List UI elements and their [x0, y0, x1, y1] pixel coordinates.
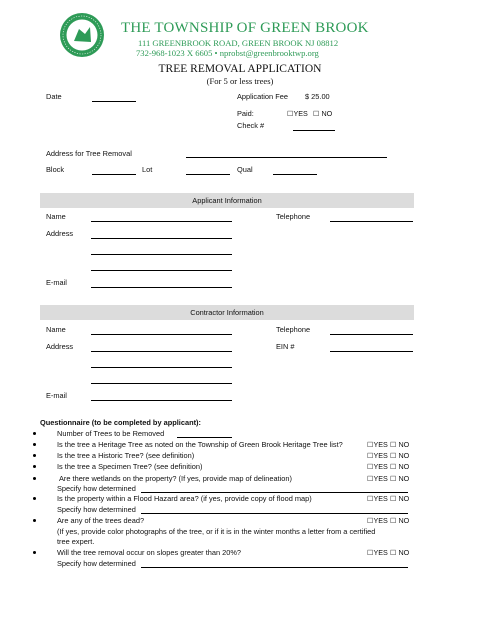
township-name: THE TOWNSHIP OF GREEN BROOK [121, 20, 369, 36]
contractor-ein-label: EIN # [276, 342, 295, 351]
contractor-address-line-2[interactable] [91, 367, 232, 368]
q5-specify-field[interactable] [141, 492, 408, 493]
q7-no-checkbox[interactable]: ☐ NO [390, 516, 410, 525]
contractor-address-label: Address [46, 342, 74, 351]
q2-no-checkbox[interactable]: ☐ NO [390, 440, 410, 449]
contractor-telephone-field[interactable] [330, 334, 413, 335]
township-seal-logo [59, 12, 105, 58]
lot-field[interactable] [186, 174, 230, 175]
bullet-icon [33, 497, 36, 500]
removal-address-field[interactable] [186, 157, 387, 158]
lot-label: Lot [142, 165, 153, 174]
q4-yes-checkbox[interactable]: ☐YES [367, 462, 388, 471]
q7-note-line-2: tree expert. [57, 537, 95, 546]
q3-yes-checkbox[interactable]: ☐YES [367, 451, 388, 460]
applicant-telephone-field[interactable] [330, 221, 413, 222]
township-contact: 732-968-1023 X 6605 • nprobst@greenbrooktwp.org [136, 48, 319, 58]
q3-no-checkbox[interactable]: ☐ NO [390, 451, 410, 460]
q5-text: Are there wetlands on the property? (If yes, provide map of delineation) [59, 474, 292, 483]
q5-no-checkbox[interactable]: ☐ NO [390, 474, 410, 483]
q8-specify-label: Specify how determined [57, 559, 136, 568]
applicant-section-header [40, 193, 414, 208]
q1-text: Number of Trees to be Removed [57, 429, 165, 438]
q7-text: Are any of the trees dead? [57, 516, 145, 525]
paid-label: Paid: [237, 109, 254, 118]
q8-text: Will the tree removal occur on slopes greater than 20%? [57, 548, 242, 557]
township-address: 111 GREENBROOK ROAD, GREEN BROOK NJ 08812 [138, 38, 339, 48]
contractor-address-line-3[interactable] [91, 383, 232, 384]
block-label: Block [46, 165, 65, 174]
bullet-icon [33, 477, 36, 480]
q8-no-checkbox[interactable]: ☐ NO [390, 548, 410, 557]
q4-text: Is the tree a Specimen Tree? (see definition) [57, 462, 203, 471]
qual-label: Qual [237, 165, 253, 174]
block-field[interactable] [92, 174, 136, 175]
check-number-field[interactable] [293, 130, 335, 131]
applicant-telephone-label: Telephone [276, 212, 311, 221]
bullet-icon [33, 465, 36, 468]
contractor-ein-field[interactable] [330, 351, 413, 352]
q5-specify-label: Specify how determined [57, 484, 136, 493]
applicant-name-field[interactable] [91, 221, 232, 222]
q1-tree-count-field[interactable] [177, 437, 232, 438]
paid-yes-checkbox[interactable]: ☐YES [287, 109, 308, 118]
application-fee-label: Application Fee [237, 92, 288, 101]
applicant-section-title: Applicant Information [192, 196, 262, 205]
applicant-email-field[interactable] [91, 287, 232, 288]
applicant-email-label: E-mail [46, 278, 67, 287]
date-label: Date [46, 92, 62, 101]
bullet-icon [33, 454, 36, 457]
seal-icon [59, 12, 105, 58]
qual-field[interactable] [273, 174, 317, 175]
application-fee-value: $ 25.00 [305, 92, 330, 101]
form-subtitle: (For 5 or less trees) [206, 76, 274, 86]
check-number-label: Check # [237, 121, 265, 130]
q4-no-checkbox[interactable]: ☐ NO [390, 462, 410, 471]
applicant-name-label: Name [46, 212, 66, 221]
removal-address-label: Address for Tree Removal [46, 149, 132, 158]
bullet-icon [33, 551, 36, 554]
contractor-name-label: Name [46, 325, 66, 334]
q3-text: Is the tree a Historic Tree? (see definition) [57, 451, 195, 460]
applicant-address-line-1[interactable] [91, 238, 232, 239]
applicant-address-line-2[interactable] [91, 254, 232, 255]
contractor-telephone-label: Telephone [276, 325, 311, 334]
questionnaire-heading: Questionnaire (to be completed by applicant): [40, 418, 201, 427]
form-title: TREE REMOVAL APPLICATION [158, 63, 322, 75]
applicant-address-label: Address [46, 229, 74, 238]
bullet-icon [33, 519, 36, 522]
q8-yes-checkbox[interactable]: ☐YES [367, 548, 388, 557]
contractor-email-label: E-mail [46, 391, 67, 400]
contractor-section-header [40, 305, 414, 320]
q8-specify-field[interactable] [141, 567, 408, 568]
contractor-address-line-1[interactable] [91, 351, 232, 352]
q7-yes-checkbox[interactable]: ☐YES [367, 516, 388, 525]
q6-text: Is the property within a Flood Hazard area? (if yes, provide copy of flood map) [57, 494, 312, 503]
applicant-address-line-3[interactable] [91, 270, 232, 271]
q6-no-checkbox[interactable]: ☐ NO [390, 494, 410, 503]
bullet-icon [33, 432, 36, 435]
bullet-icon [33, 443, 36, 446]
q5-yes-checkbox[interactable]: ☐YES [367, 474, 388, 483]
paid-no-checkbox[interactable]: ☐ NO [313, 109, 333, 118]
date-field[interactable] [92, 101, 136, 102]
q6-specify-field[interactable] [141, 513, 408, 514]
q2-text: Is the tree a Heritage Tree as noted on the Township of Green Brook Heritage Tree list? [57, 440, 343, 449]
contractor-email-field[interactable] [91, 400, 232, 401]
q6-specify-label: Specify how determined [57, 505, 136, 514]
contractor-section-title: Contractor Information [190, 308, 264, 317]
q6-yes-checkbox[interactable]: ☐YES [367, 494, 388, 503]
q7-note-line-1: (If yes, provide color photographs of the tree, or if it is in the winter months a letter from a certified [57, 527, 376, 536]
contractor-name-field[interactable] [91, 334, 232, 335]
q2-yes-checkbox[interactable]: ☐YES [367, 440, 388, 449]
